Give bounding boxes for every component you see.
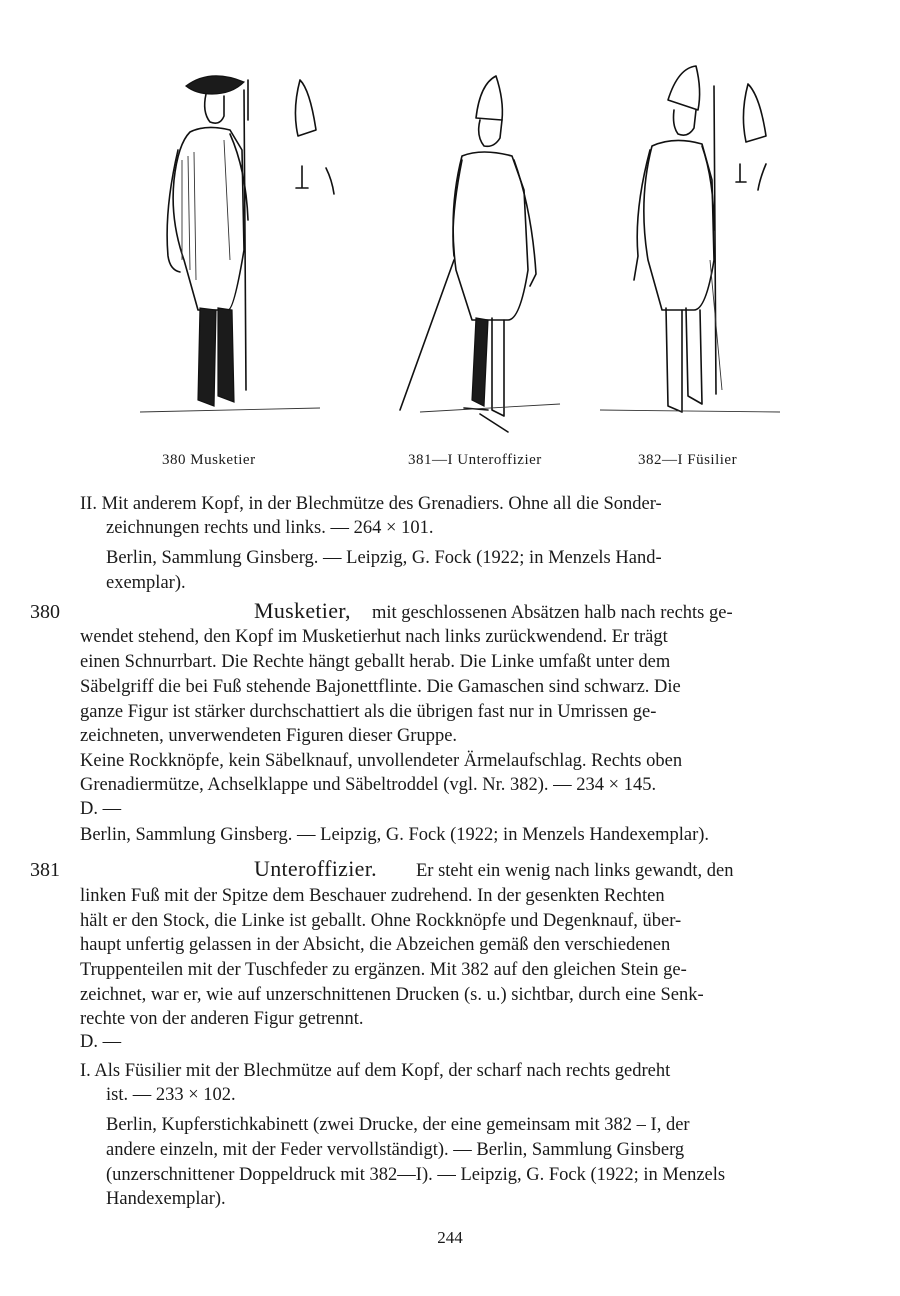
text-line: Er steht ein wenig nach links gewandt, den — [416, 861, 734, 881]
figure-382-fuesilier-drawing — [590, 60, 810, 440]
text-line: ist. — 233 × 102. — [106, 1085, 236, 1105]
text-line: zeichneten, unverwendeten Figuren dieser Gruppe. — [80, 726, 458, 746]
text-line: haupt unfertig gelassen in der Absicht, die Abzeichen gemäß den verschiedenen — [80, 935, 671, 955]
text-line: ganze Figur ist stärker durchschattiert als die übrigen fast nur in Umrissen ge- — [80, 702, 657, 722]
text-line: II. Mit anderem Kopf, in der Blechmütze des Grenadiers. Ohne all die Sonder- — [80, 494, 662, 514]
text-line: Berlin, Kupferstichkabinett (zwei Drucke, der eine gemeinsam mit 382 – I, der — [106, 1115, 690, 1135]
text-line: D. — — [80, 1032, 122, 1052]
text-line: (unzerschnittener Doppeldruck mit 382—I). — Leipzig, G. Fock (1922; in Menzels — [106, 1165, 726, 1185]
text-line: Berlin, Sammlung Ginsberg. — Leipzig, G. Fock (1922; in Menzels Handexemplar). — [80, 825, 710, 845]
entry-heading: Musketier, — [254, 598, 351, 623]
text-line: mit geschlossenen Absätzen halb nach rechts ge- — [372, 603, 733, 623]
text-line: wendet stehend, den Kopf im Musketierhut nach links zurückwendend. Er trägt — [80, 627, 668, 647]
text-line: andere einzeln, mit der Feder vervollständigt). — Berlin, Sammlung Ginsberg — [106, 1140, 685, 1160]
figure-caption-380: 380 Musketier — [162, 452, 256, 468]
entry-number: 380 — [30, 601, 60, 623]
figure-381-unteroffizier-drawing — [380, 60, 580, 440]
text-line: Grenadiermütze, Achselklappe und Säbeltroddel (vgl. Nr. 382). — 234 × 145. — [80, 775, 657, 795]
figure-380-musketier-drawing — [120, 60, 360, 430]
text-line: einen Schnurrbart. Die Rechte hängt geballt herab. Die Linke umfaßt unter dem — [80, 652, 671, 672]
text-line: Berlin, Sammlung Ginsberg. — Leipzig, G. Fock (1922; in Menzels Hand- — [106, 548, 662, 568]
text-line: I. Als Füsilier mit der Blechmütze auf dem Kopf, der scharf nach rechts gedreht — [80, 1061, 671, 1081]
entry-number: 381 — [30, 859, 60, 881]
figure-caption-381: 381—I Unteroffizier — [408, 452, 542, 468]
page-number: 244 — [437, 1228, 463, 1247]
illustration-row — [0, 0, 900, 480]
text-line: Handexemplar). — [106, 1189, 226, 1209]
text-line: zeichnungen rechts und links. — 264 × 101. — [106, 518, 434, 538]
text-line: linken Fuß mit der Spitze dem Beschauer zudrehend. In der gesenkten Rechten — [80, 886, 665, 906]
entry-heading: Unteroffizier. — [254, 856, 377, 881]
text-line: Keine Rockknöpfe, kein Säbelknauf, unvollendeter Ärmelaufschlag. Rechts oben — [80, 751, 683, 771]
figure-caption-382: 382—I Füsilier — [638, 452, 738, 468]
text-line: rechte von der anderen Figur getrennt. — [80, 1009, 364, 1029]
text-line: D. — — [80, 799, 122, 819]
text-line: hält er den Stock, die Linke ist geballt. Ohne Rockknöpfe und Degenknauf, über- — [80, 911, 682, 931]
text-line: Säbelgriff die bei Fuß stehende Bajonettflinte. Die Gamaschen sind schwarz. Die — [80, 677, 681, 697]
text-line: zeichnet, war er, wie auf unzerschnittenen Drucken (s. u.) sichtbar, durch eine Senk- — [80, 985, 704, 1005]
text-line: exemplar). — [106, 573, 186, 593]
text-line: Truppenteilen mit der Tuschfeder zu ergänzen. Mit 382 auf den gleichen Stein ge- — [80, 960, 687, 980]
